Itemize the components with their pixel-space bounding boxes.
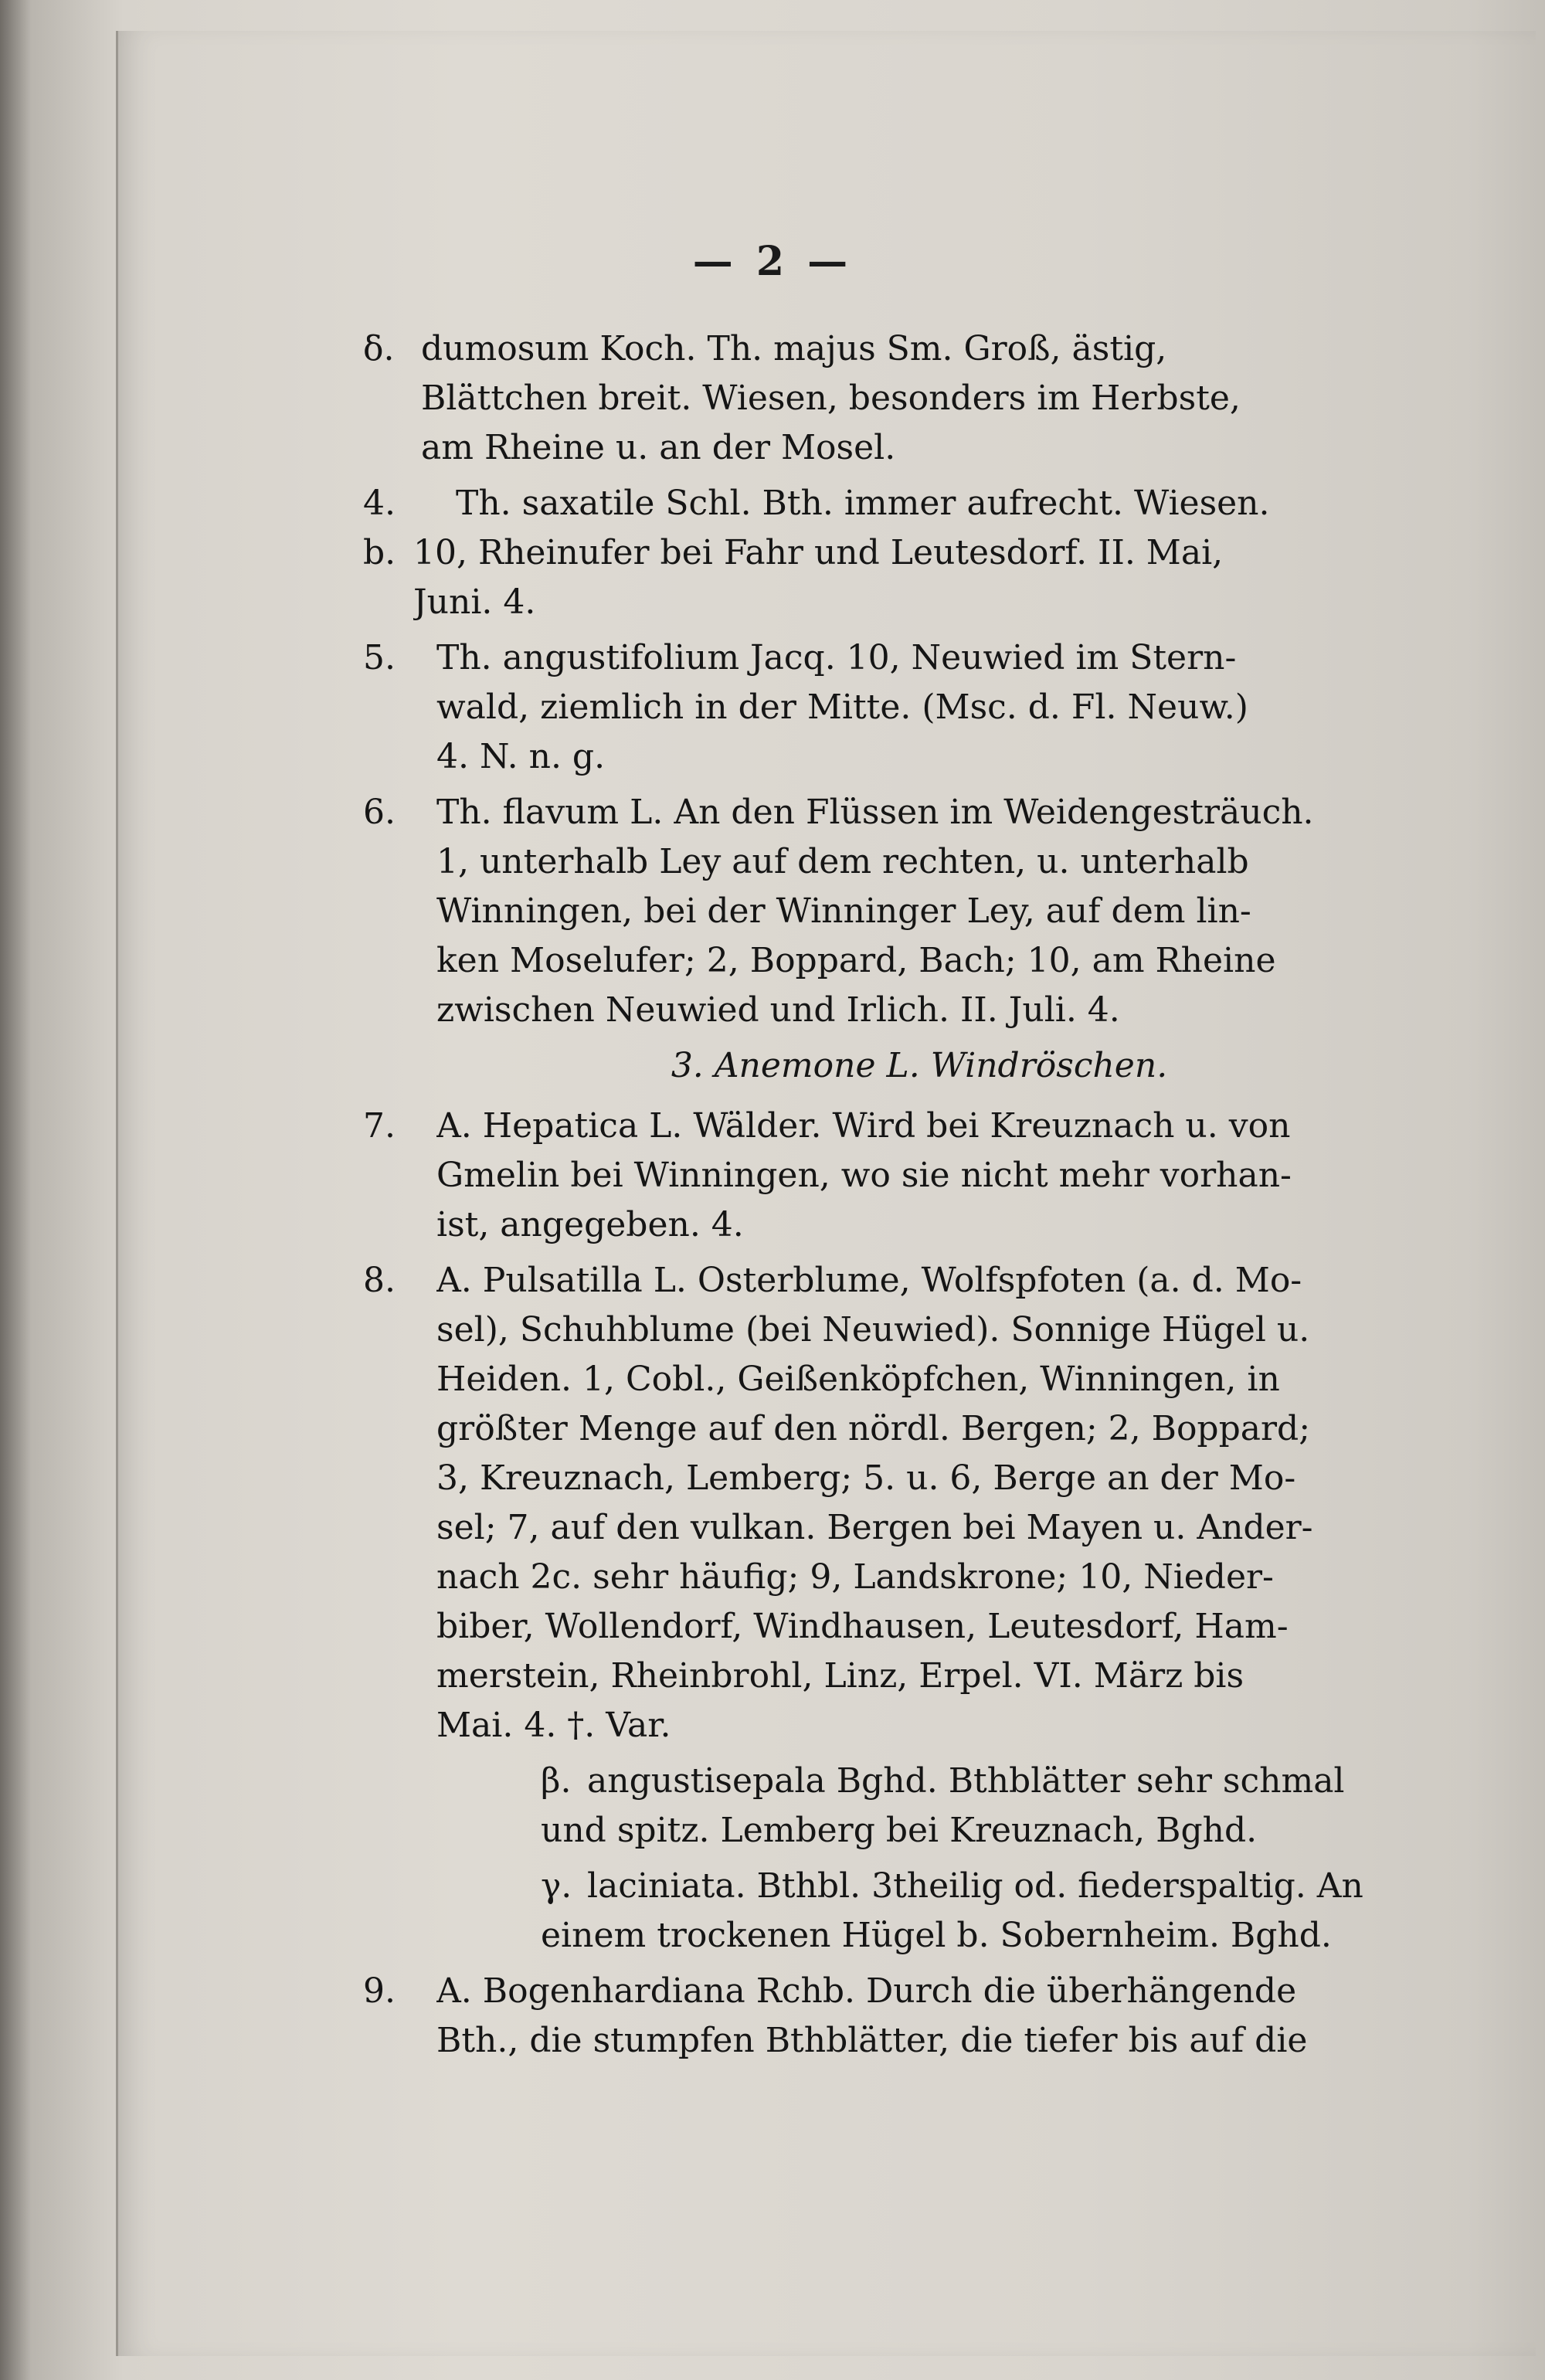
entry-line: einem trockenen Hügel b. Sobernheim. Bghd. (541, 1916, 1332, 1955)
entry-line: merstein, Rheinbrohl, Linz, Erpel. VI. März bis (436, 1656, 1244, 1696)
entry-line: Bth., die stumpfen Bthblätter, die tiefer bis auf die (436, 2021, 1308, 2060)
entry-line: Gmelin bei Winningen, wo sie nicht mehr vorhan- (436, 1156, 1292, 1195)
entry-line: Heiden. 1, Cobl., Geißenköpfchen, Winningen, in (436, 1360, 1280, 1399)
entry-line: am Rheine u. an der Mosel. (421, 428, 896, 467)
entry-marker: β. (541, 1761, 572, 1801)
entry-7 (363, 1102, 1475, 1250)
entry-line: wald, ziemlich in der Mitte. (Msc. d. Fl. Neuw.) (436, 688, 1248, 727)
entry-line: dumosum Koch. Th. majus Sm. Groß, ästig, (421, 329, 1167, 368)
entry-line: Blättchen breit. Wiesen, besonders im Herbste, (421, 379, 1241, 418)
entry-marker: 7. (363, 1106, 396, 1146)
entry-line: nach 2c. sehr häufig; 9, Landskrone; 10, Nieder- (436, 1557, 1274, 1597)
entry-line: sel), Schuhblume (bei Neuwied). Sonnige Hügel u. (436, 1310, 1310, 1350)
entry-4b (363, 479, 1475, 627)
entry-8 (363, 1256, 1475, 1750)
page-content (363, 324, 1475, 2072)
entry-marker: δ. (363, 329, 395, 368)
entry-marker: 8. (363, 1261, 396, 1300)
entry-line: größter Menge auf den nördl. Bergen; 2, Boppard; (436, 1409, 1311, 1448)
entry-line: Winningen, bei der Winninger Ley, auf dem lin- (436, 891, 1251, 931)
entry-line: und spitz. Lemberg bei Kreuznach, Bghd. (541, 1811, 1258, 1850)
entry-marker: γ. (541, 1866, 572, 1906)
entry-line: biber, Wollendorf, Windhausen, Leutesdorf, Ham- (436, 1607, 1289, 1646)
entry-line: Juni. 4. (413, 582, 536, 622)
entry-line: 3, Kreuznach, Lemberg; 5. u. 6, Berge an der Mo- (436, 1458, 1296, 1498)
entry-line: ken Moselufer; 2, Boppard, Bach; 10, am Rheine (436, 941, 1276, 980)
entry-line: sel; 7, auf den vulkan. Bergen bei Mayen u. Ander- (436, 1508, 1313, 1547)
entry-delta (232, 324, 1475, 473)
entry-line: zwischen Neuwied und Irlich. II. Juli. 4. (436, 990, 1120, 1030)
entry-line: Mai. 4. †. Var. (436, 1706, 671, 1745)
entry-line: 1, unterhalb Ley auf dem rechten, u. unterhalb (436, 842, 1249, 881)
entry-line: Th. flavum L. An den Flüssen im Weidengesträuch. (436, 793, 1314, 832)
entry-marker: 5. (363, 638, 396, 677)
page-number: — 2 — (692, 238, 853, 285)
entry-line: A. Bogenhardiana Rchb. Durch die überhängende (436, 1971, 1297, 2011)
entry-line: ist, angegeben. 4. (436, 1205, 744, 1244)
entry-marker: 9. (363, 1971, 396, 2011)
entry-line: Th. saxatile Schl. Bth. immer aufrecht. Wiesen. (456, 484, 1270, 523)
genus-heading: 3. Anemone L. Windröschen. (671, 1046, 1168, 1085)
entry-line: laciniata. Bthbl. 3theilig od. fiederspaltig. An (587, 1866, 1363, 1906)
entry-line: Th. angustifolium Jacq. 10, Neuwied im Stern- (436, 638, 1237, 677)
entry-line: 10, Rheinufer bei Fahr und Leutesdorf. II. Mai, (413, 533, 1224, 572)
entry-line: 4. N. n. g. (436, 737, 606, 776)
entry-5 (363, 633, 1475, 782)
entry-line: A. Hepatica L. Wälder. Wird bei Kreuznach u. von (436, 1106, 1291, 1146)
entry-6 (363, 788, 1475, 1035)
entry-gamma (363, 1862, 1475, 1961)
entry-beta (363, 1757, 1475, 1855)
entry-9 (363, 1967, 1475, 2066)
entry-line: angustisepala Bghd. Bthblätter sehr schmal (587, 1761, 1345, 1801)
entry-marker: 4. b. (363, 484, 396, 572)
entry-marker: 6. (363, 793, 396, 832)
entry-line: A. Pulsatilla L. Osterblume, Wolfspfoten (a. d. Mo- (436, 1261, 1302, 1300)
